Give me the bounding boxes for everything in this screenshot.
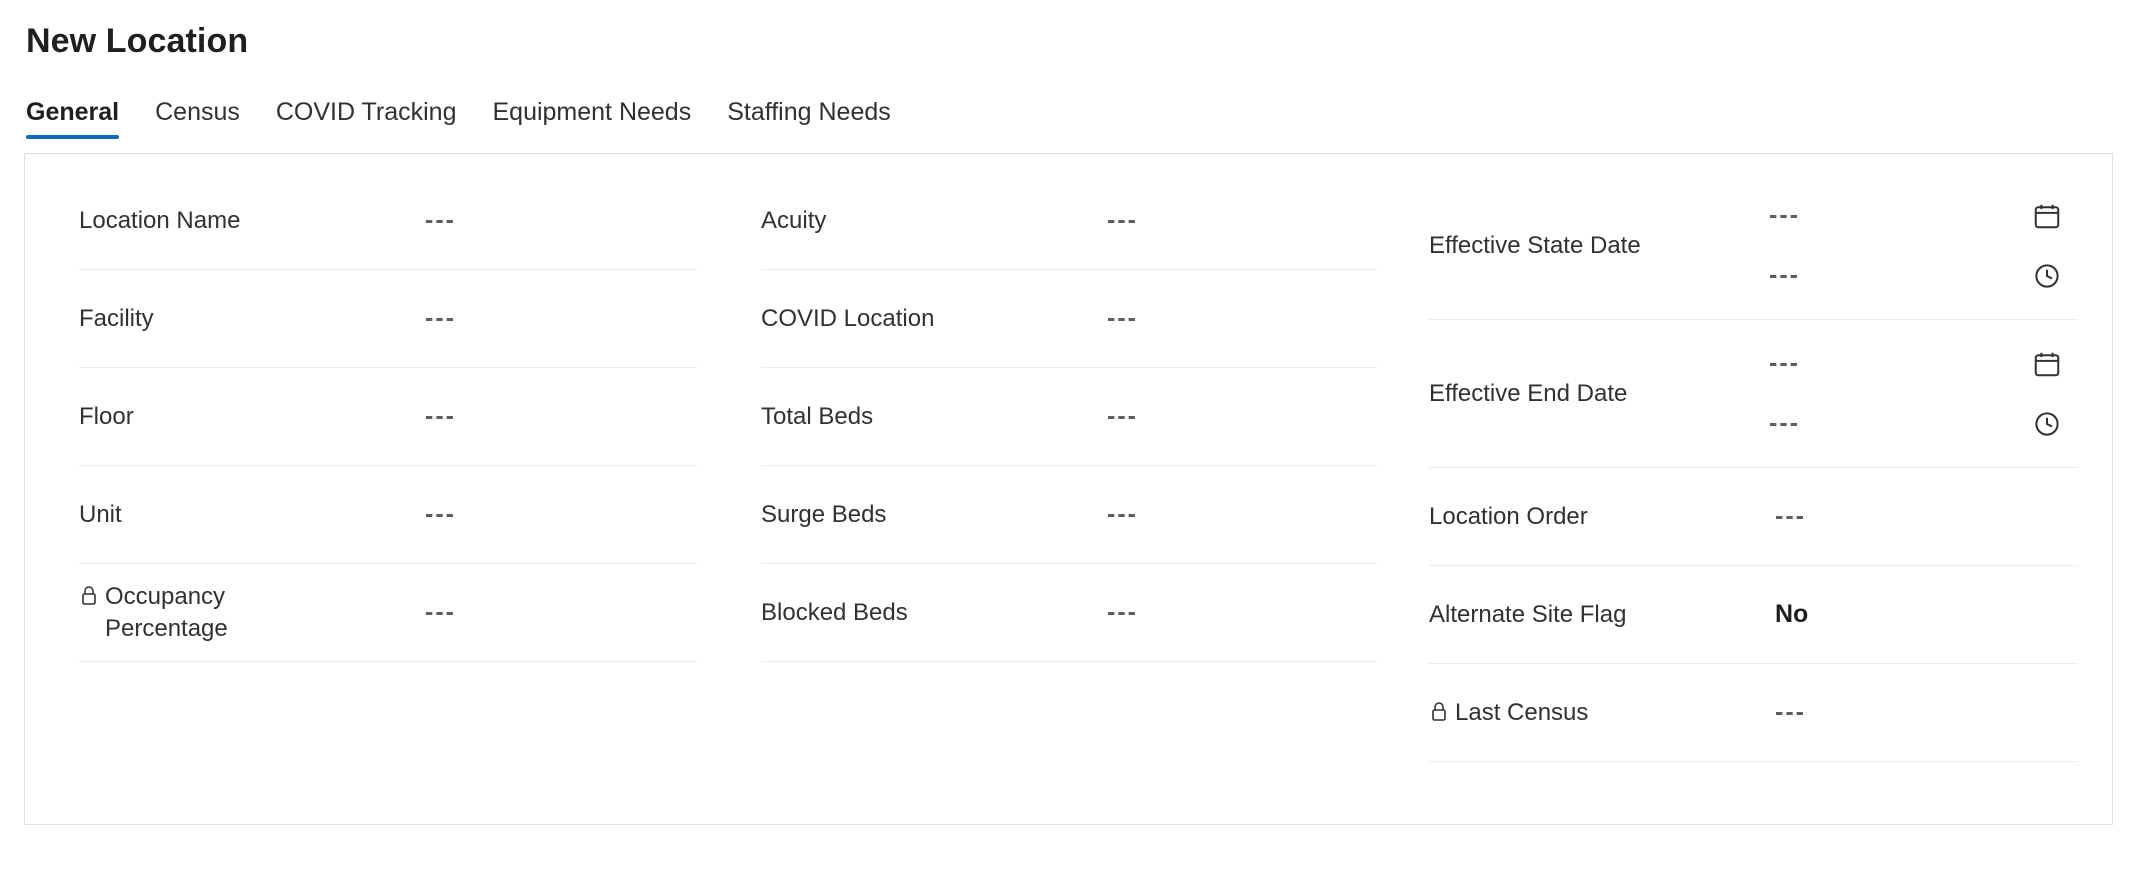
field-value[interactable]: --- bbox=[425, 402, 456, 430]
field-label-text: Effective End Date bbox=[1429, 379, 1628, 407]
field-effective-state-date[interactable] bbox=[1429, 172, 2078, 320]
field-alternate-site-flag[interactable] bbox=[1429, 566, 2078, 664]
field-value[interactable]: --- bbox=[1107, 304, 1138, 332]
tab-covid-tracking[interactable]: COVID Tracking bbox=[275, 98, 457, 126]
field-total-beds[interactable] bbox=[761, 368, 1377, 466]
field-value: --- bbox=[425, 598, 456, 626]
date-row[interactable] bbox=[1769, 347, 2078, 381]
tab-general[interactable]: General bbox=[26, 98, 119, 139]
field-label bbox=[79, 499, 419, 531]
time-value[interactable]: --- bbox=[1769, 261, 1800, 289]
field-value[interactable]: --- bbox=[1775, 502, 1806, 530]
tab-equipment-needs[interactable]: Equipment Needs bbox=[492, 98, 692, 126]
clock-icon[interactable] bbox=[2030, 407, 2064, 441]
general-tab-panel bbox=[24, 153, 2113, 825]
field-value[interactable]: --- bbox=[425, 304, 456, 332]
field-label-text: Floor bbox=[79, 402, 134, 430]
field-label-text: COVID Location bbox=[761, 304, 935, 332]
date-row[interactable] bbox=[1769, 199, 2078, 233]
field-label bbox=[79, 581, 419, 645]
field-label-text: Alternate Site Flag bbox=[1429, 600, 1627, 628]
field-blocked-beds[interactable] bbox=[761, 564, 1377, 662]
field-label-text: Unit bbox=[79, 500, 122, 528]
time-row[interactable] bbox=[1769, 259, 2078, 293]
field-label-text: Location Name bbox=[79, 206, 241, 234]
field-value[interactable]: No bbox=[1775, 600, 1809, 628]
field-occupancy-percentage bbox=[79, 564, 697, 662]
field-label bbox=[761, 303, 1101, 335]
field-label bbox=[79, 205, 419, 237]
field-facility[interactable] bbox=[79, 270, 697, 368]
time-value[interactable]: --- bbox=[1769, 409, 1800, 437]
field-value[interactable]: --- bbox=[425, 206, 456, 234]
clock-icon[interactable] bbox=[2030, 259, 2064, 293]
time-row[interactable] bbox=[1769, 407, 2078, 441]
field-label-text: Blocked Beds bbox=[761, 598, 908, 626]
field-label bbox=[1429, 380, 1769, 408]
field-label bbox=[1429, 501, 1769, 533]
tab-census[interactable]: Census bbox=[155, 98, 240, 126]
field-value[interactable]: --- bbox=[1107, 500, 1138, 528]
field-label-text: Location Order bbox=[1429, 502, 1588, 530]
form-column-left bbox=[25, 172, 725, 824]
field-label-text: Total Beds bbox=[761, 402, 874, 430]
field-label-text: Surge Beds bbox=[761, 500, 887, 528]
calendar-icon[interactable] bbox=[2030, 347, 2064, 381]
field-label bbox=[761, 499, 1101, 531]
field-surge-beds[interactable] bbox=[761, 466, 1377, 564]
field-value[interactable]: --- bbox=[1107, 206, 1138, 234]
field-acuity[interactable] bbox=[761, 172, 1377, 270]
field-location-name[interactable] bbox=[79, 172, 697, 270]
field-value[interactable]: --- bbox=[425, 500, 456, 528]
form-column-middle bbox=[725, 172, 1385, 824]
field-label bbox=[79, 401, 419, 433]
field-effective-end-date[interactable] bbox=[1429, 320, 2078, 468]
page-title: New Location bbox=[26, 22, 249, 60]
field-label-text: Last Census bbox=[1455, 698, 1589, 726]
field-label-text: Occupancy Percentage bbox=[105, 582, 228, 642]
tab-staffing-needs[interactable]: Staffing Needs bbox=[727, 98, 891, 126]
field-label bbox=[761, 205, 1101, 237]
field-label bbox=[1429, 599, 1769, 631]
date-value[interactable]: --- bbox=[1769, 201, 1800, 229]
lock-icon bbox=[1429, 700, 1449, 724]
lock-icon bbox=[79, 584, 99, 608]
form-column-right bbox=[1385, 172, 2112, 824]
field-last-census bbox=[1429, 664, 2078, 762]
field-label bbox=[761, 597, 1101, 629]
field-covid-location[interactable] bbox=[761, 270, 1377, 368]
field-value[interactable]: --- bbox=[1107, 598, 1138, 626]
field-label bbox=[761, 401, 1101, 433]
field-label-text: Effective State Date bbox=[1429, 231, 1641, 259]
field-label bbox=[1429, 232, 1769, 260]
tab-bar bbox=[24, 89, 2113, 139]
field-label bbox=[79, 303, 419, 335]
date-value[interactable]: --- bbox=[1769, 349, 1800, 377]
field-label bbox=[1429, 697, 1769, 729]
field-label-text: Facility bbox=[79, 304, 154, 332]
field-floor[interactable] bbox=[79, 368, 697, 466]
field-value: --- bbox=[1775, 698, 1806, 726]
field-unit[interactable] bbox=[79, 466, 697, 564]
field-label-text: Acuity bbox=[761, 206, 827, 234]
date-time-stack bbox=[1769, 199, 2078, 293]
field-value[interactable]: --- bbox=[1107, 402, 1138, 430]
date-time-stack bbox=[1769, 347, 2078, 441]
calendar-icon[interactable] bbox=[2030, 199, 2064, 233]
field-location-order[interactable] bbox=[1429, 468, 2078, 566]
